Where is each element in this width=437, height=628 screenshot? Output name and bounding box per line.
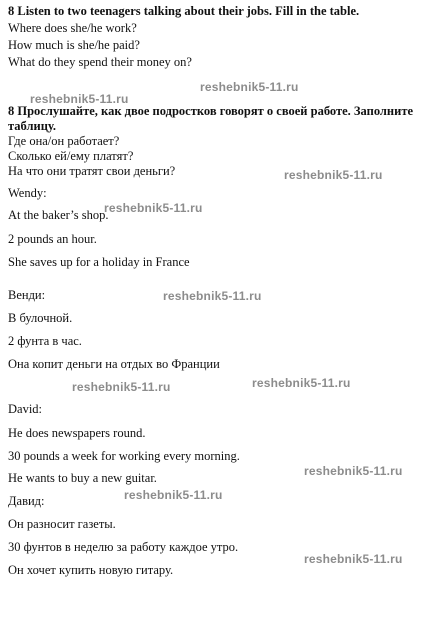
ru-task-title-line2: таблицу. (8, 119, 57, 133)
david-ru-answer-3: Он хочет купить новую гитару. (8, 563, 174, 577)
watermark: reshebnik5-11.ru (252, 376, 351, 390)
david-en-name: David: (8, 402, 43, 416)
watermark: reshebnik5-11.ru (30, 92, 129, 106)
david-en-answer-2: 30 pounds a week for working every morning. (8, 449, 240, 463)
watermark: reshebnik5-11.ru (284, 168, 383, 182)
wendy-en-answer-2: 2 pounds an hour. (8, 232, 97, 246)
en-question-3: What do they spend their money on? (8, 55, 192, 69)
wendy-ru-answer-3: Она копит деньги на отдых во Франции (8, 357, 220, 371)
david-ru-answer-1: Он разносит газеты. (8, 517, 116, 531)
wendy-en-answer-1: At the baker’s shop. (8, 208, 109, 222)
wendy-en-answer-3: She saves up for a holiday in France (8, 255, 190, 269)
david-ru-name: Давид: (8, 494, 45, 508)
david-en-answer-3: He wants to buy a new guitar. (8, 471, 157, 485)
watermark: reshebnik5-11.ru (124, 488, 223, 502)
david-en-answer-1: He does newspapers round. (8, 426, 146, 440)
david-ru-answer-2: 30 фунтов в неделю за работу каждое утро. (8, 540, 239, 554)
watermark: reshebnik5-11.ru (163, 289, 262, 303)
wendy-ru-answer-2: 2 фунта в час. (8, 334, 82, 348)
watermark: reshebnik5-11.ru (200, 80, 299, 94)
wendy-ru-answer-1: В булочной. (8, 311, 73, 325)
ru-task-title-line1: 8 Прослушайте, как двое подростков говорят о своей работе. Заполните (8, 104, 414, 118)
wendy-en-name: Wendy: (8, 186, 47, 200)
ru-question-2: Сколько ей/ему платят? (8, 149, 134, 163)
watermark: reshebnik5-11.ru (304, 464, 403, 478)
ru-question-3: На что они тратят свои деньги? (8, 164, 176, 178)
en-task-title: 8 Listen to two teenagers talking about their jobs. Fill in the table. (8, 4, 360, 18)
en-question-1: Where does she/he work? (8, 21, 137, 35)
en-question-2: How much is she/he paid? (8, 38, 140, 52)
watermark: reshebnik5-11.ru (104, 201, 203, 215)
watermark: reshebnik5-11.ru (72, 380, 171, 394)
wendy-ru-name: Венди: (8, 288, 46, 302)
ru-question-1: Где она/он работает? (8, 134, 120, 148)
watermark: reshebnik5-11.ru (304, 552, 403, 566)
